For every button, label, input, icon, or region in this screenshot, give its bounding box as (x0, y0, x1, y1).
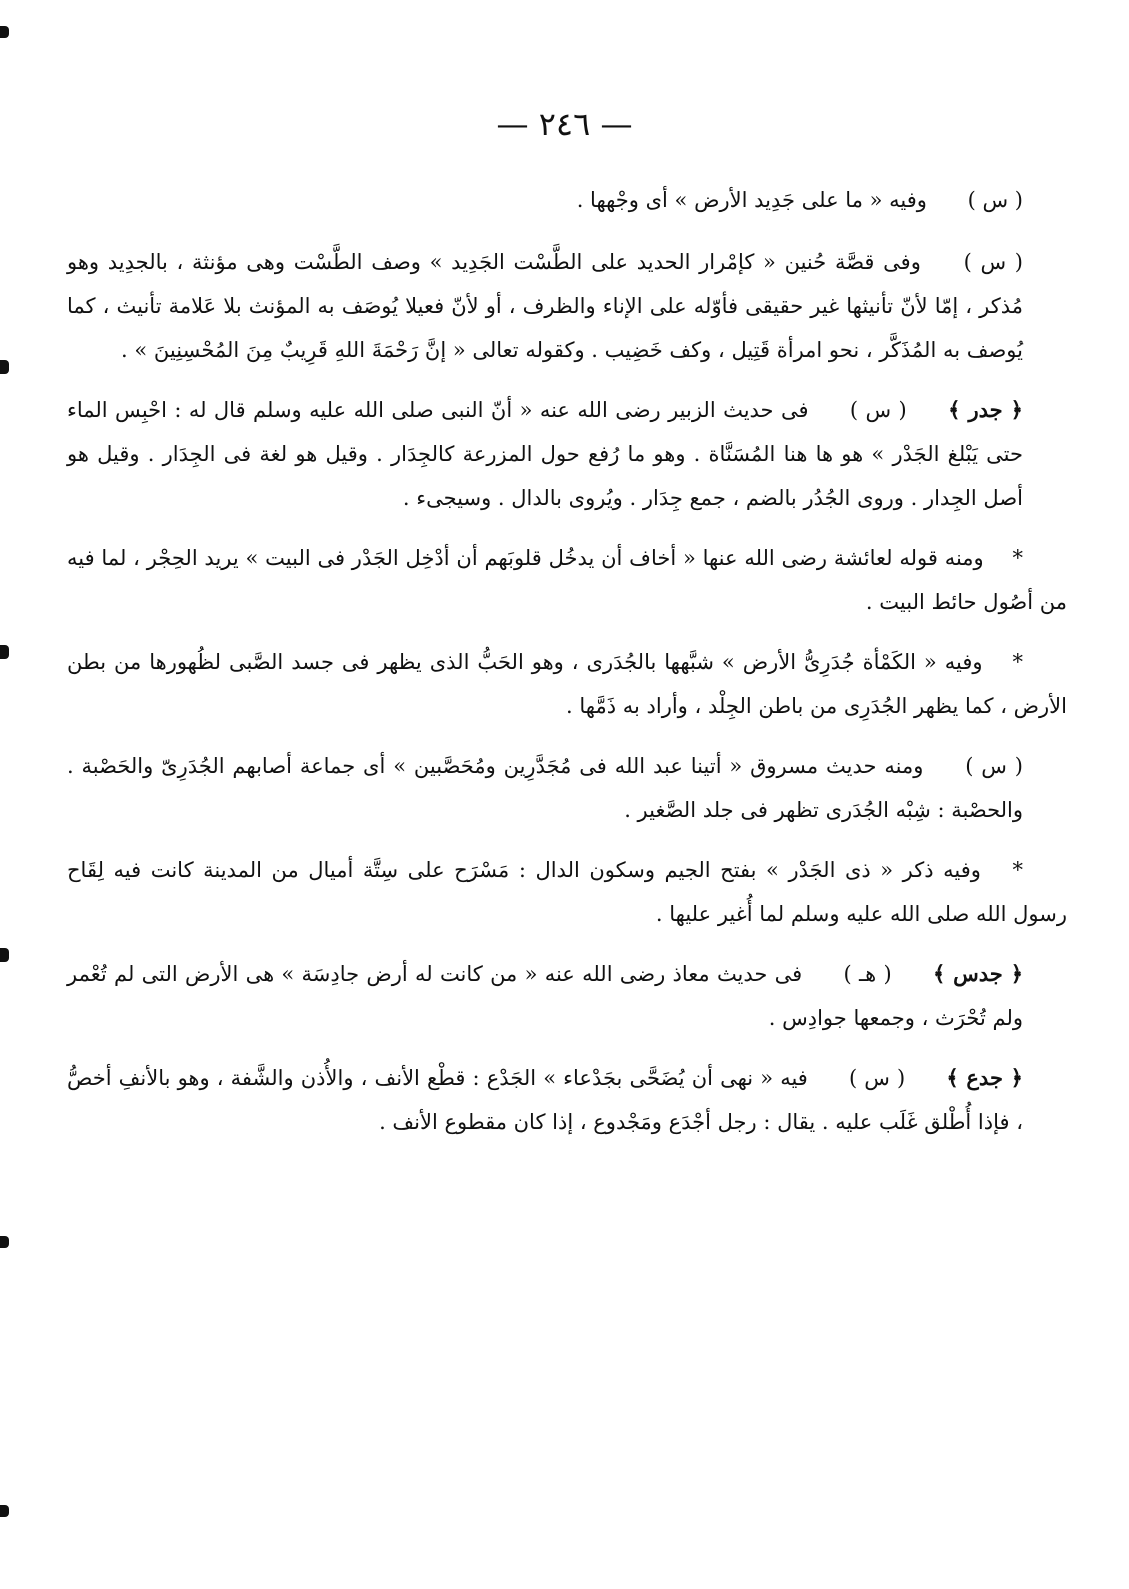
paragraph-text: فى حديث الزبير رضى الله عنه « أنّ النبى صلى الله عليه وسلم قال له : احْبِس الماء حتى يَبْلغ الجَدْر » هو ها هنا المُسَنَّاة . وهو ما رُفع حول المزرعة كالجِدَار . وقيل هو لغة فى الجِدَار . وقيل هو أصل الجِدار . وروى الجُدُر بالضم ، جمع جِدَار . ويُروى بالدال . وسيجىء . (67, 398, 1023, 510)
source-tag: ( س ) (963, 250, 1023, 274)
paragraph (67, 952, 1067, 1040)
paragraph-text: وفيه « الكَمْأة جُدَرِىُّ الأرض » شبَّهها بالجُدَرى ، وهو الحَبُّ الذى يظهر فى جسد الصَّبى لظُهورها من بطن الأرض ، كما يظهر الجُدَرِى من باطن الجِلْد ، وأراد به ذَمَّها . (67, 650, 1067, 718)
paragraph (67, 536, 1067, 624)
paragraph-text: وفى قصَّة حُنين « كإمْرار الحديد على الطَّسْت الجَدِيد » وصف الطَّسْت وهى مؤنثة ، بالجدِيد وهو مُذكر ، إمّا لأنّ تأنيثها غير حقيقى فأوّله على الإناء والظرف ، أو لأنّ فعيلا يُوصَف به المؤنث بلا عَلامة تأنيث ، كما يُوصف به المُذَكَّر ، نحو امرأة قَتِيل ، وكف خَضِيب . وكقوله تعالى « إنَّ رَحْمَةَ اللهِ قَرِيبٌ مِنَ المُحْسِنِينَ » . (67, 250, 1023, 362)
paragraph-text: فى حديث معاذ رضى الله عنه « من كانت له أرض جادِسَة » هى الأرض التى لم تُعْمر ولم تُحْرَث ، وجمعها جوادِس . (67, 962, 1023, 1030)
paragraph-text: فيه « نهى أن يُضَحَّى بجَدْعاء » الجَدْع : قطْع الأنف ، والأُذن والشَّفة ، وهو بالأنفِ أخصُّ ، فإذا أُطْلق غَلَب عليه . يقال : رجل أجْدَع ومَجْدوع ، إذا كان مقطوع الأنف . (67, 1066, 1023, 1134)
page-number: — ٢٤٦ — (496, 105, 633, 143)
paragraph (67, 178, 1067, 222)
scan-edge-mark (0, 645, 9, 659)
paragraph (67, 640, 1067, 728)
entry-headword: ﴿ جدر ﴾ (948, 397, 1023, 422)
paragraph (67, 848, 1067, 936)
source-tag: ( س ) (967, 188, 1023, 212)
page-body (67, 178, 1067, 1160)
paragraph (67, 1056, 1067, 1144)
scan-edge-mark (0, 948, 9, 962)
entry-headword: ﴿ جدس ﴾ (932, 961, 1023, 986)
scan-edge-mark (0, 1236, 9, 1248)
source-tag: ( س ) (849, 398, 907, 422)
star-marker: * (1012, 650, 1023, 674)
source-tag: ( س ) (965, 754, 1023, 778)
source-tag: ( هـ ) (843, 962, 892, 986)
paragraph-text: ومنه قوله لعائشة رضى الله عنها « أخاف أن يدخُل قلوبَهم أن أدْخِل الجَدْر فى البيت » يريد الحِجْر ، لما فيه من أصُول حائط البيت . (67, 546, 1067, 614)
star-marker: * (1012, 546, 1023, 570)
paragraph-text: وفيه ذكر « ذى الجَدْر » بفتح الجيم وسكون الدال : مَسْرَح على سِتَّة أميال من المدينة كانت فيه لِقَاح رسول الله صلى الله عليه وسلم لما أُغير عليها . (67, 858, 1067, 926)
source-tag: ( س ) (848, 1066, 906, 1090)
entry-headword: ﴿ جدع ﴾ (946, 1065, 1023, 1090)
paragraph-text: ومنه حديث مسروق « أتينا عبد الله فى مُجَدَّرِين ومُحَصَّبين » أى جماعة أصابهم الجُدَرِىّ والحَصْبة . والحصْبة : شِبْه الجُدَرى تظهر فى جلد الصَّغير . (67, 754, 1023, 822)
paragraph-text: وفيه « ما على جَدِيد الأرض » أى وجْهها . (576, 188, 927, 212)
scan-edge-mark (0, 26, 9, 38)
paragraph (67, 744, 1067, 832)
scan-edge-mark (0, 360, 9, 374)
paragraph (67, 388, 1067, 520)
paragraph (67, 240, 1067, 372)
star-marker: * (1012, 858, 1023, 882)
scan-edge-mark (0, 1505, 9, 1517)
